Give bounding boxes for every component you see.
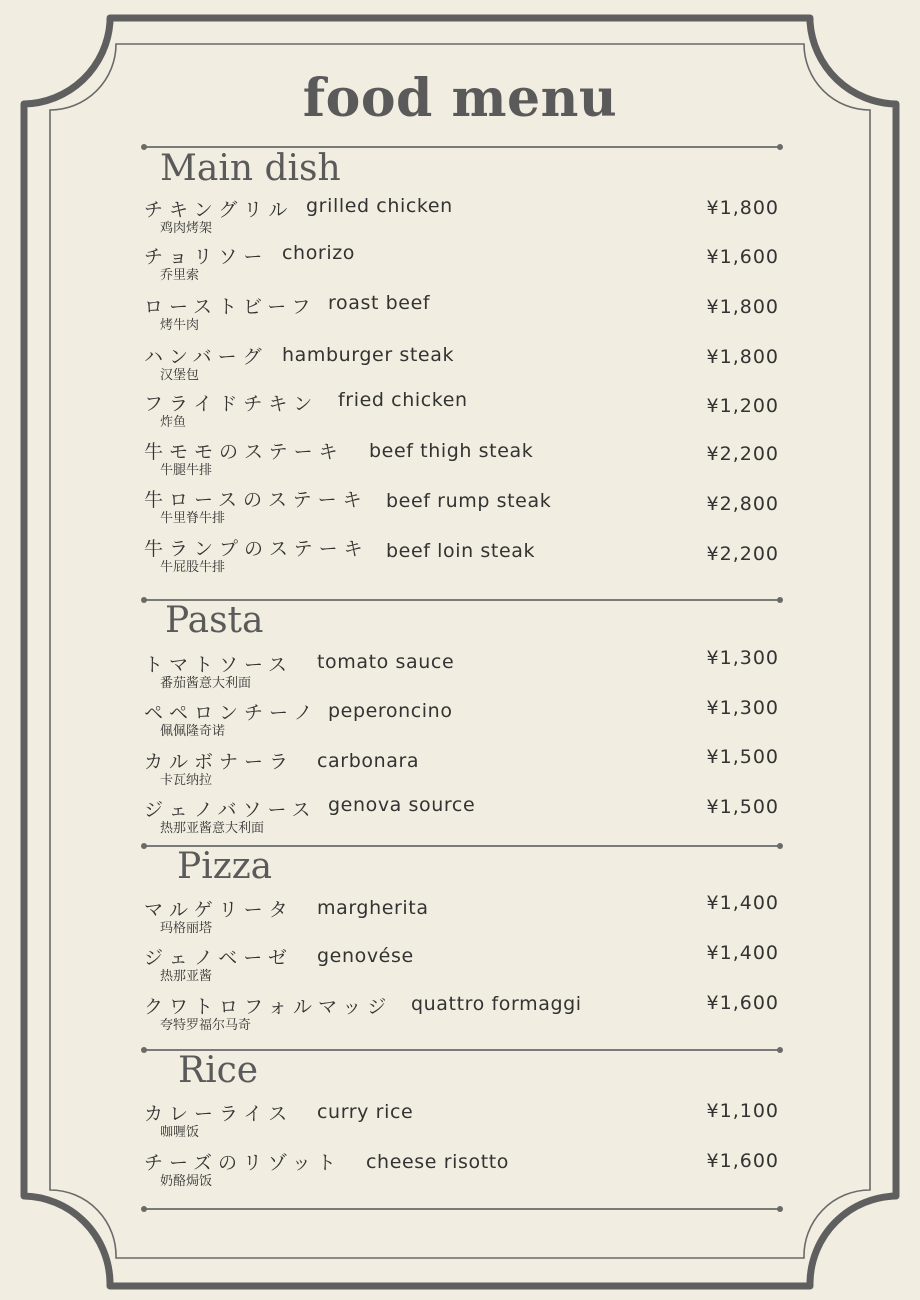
item-name-en: beef rump steak — [386, 490, 552, 512]
item-name-cn: 鸡肉烤架 — [160, 221, 213, 236]
menu-item — [0, 195, 920, 241]
item-name-en: genova source — [328, 794, 476, 816]
item-name-cn: 烤牛肉 — [160, 318, 200, 333]
item-name-en: roast beef — [328, 292, 431, 314]
item-name-jp: カレーライス — [144, 1103, 294, 1125]
item-name-jp: チョリソー — [144, 246, 269, 268]
item-name-en: hamburger steak — [282, 344, 455, 366]
item-price: ¥1,300 — [706, 647, 779, 669]
item-name-en: chorizo — [282, 242, 356, 264]
menu-item — [0, 534, 920, 580]
menu-item — [0, 242, 920, 288]
item-name-jp: カルボナーラ — [144, 751, 295, 773]
menu-item — [0, 1099, 920, 1145]
item-name-cn: 汉堡包 — [160, 368, 200, 383]
item-price: ¥1,800 — [706, 346, 779, 368]
item-name-en: beef loin steak — [386, 540, 536, 562]
menu-item — [0, 342, 920, 388]
section-title-rice: Rice — [178, 1050, 259, 1091]
item-name-cn: 奶酪焗饭 — [160, 1174, 213, 1189]
item-name-jp: ジェノベーゼ — [144, 947, 293, 969]
item-name-en: tomato sauce — [317, 651, 455, 673]
menu-item — [0, 485, 920, 531]
item-price: ¥1,600 — [706, 992, 779, 1014]
item-name-en: quattro formaggi — [411, 993, 582, 1015]
item-name-en: fried chicken — [338, 389, 468, 411]
item-name-cn: 热那亚酱意大利面 — [160, 821, 265, 836]
item-name-cn: 咖喱饭 — [160, 1125, 200, 1140]
menu-item — [0, 892, 920, 941]
item-price: ¥1,100 — [706, 1100, 779, 1122]
menu-item — [0, 795, 920, 841]
item-name-cn: 玛格丽塔 — [160, 921, 213, 936]
item-name-en: grilled chicken — [306, 195, 453, 217]
item-name-en: cheese risotto — [366, 1151, 510, 1173]
item-price: ¥1,800 — [706, 296, 779, 318]
menu-item — [0, 992, 920, 1038]
item-name-cn: 夸特罗福尔马奇 — [160, 1018, 252, 1033]
item-name-jp: チキングリル — [144, 199, 294, 221]
item-name-cn: 佩佩隆奇诺 — [160, 724, 226, 739]
item-name-jp: トマトソース — [144, 654, 294, 676]
menu-item — [0, 698, 920, 744]
item-name-jp: フライドチキン — [144, 393, 319, 415]
item-name-cn: 牛里脊牛排 — [160, 511, 226, 526]
item-name-jp: 牛ロースのステーキ — [144, 489, 368, 511]
item-name-jp: ハンバーグ — [144, 346, 268, 368]
item-price: ¥1,400 — [706, 892, 779, 914]
item-name-en: beef thigh steak — [369, 440, 534, 462]
menu-item — [0, 437, 920, 483]
menu-item — [0, 292, 920, 338]
item-name-cn: 牛屁股牛排 — [160, 560, 226, 575]
item-name-cn: 卡瓦纳拉 — [160, 773, 213, 788]
item-name-jp: マルゲリータ — [144, 899, 294, 921]
item-name-cn: 热那亚酱 — [160, 969, 213, 984]
item-name-jp: ローストビーフ — [144, 296, 317, 318]
menu-item — [0, 943, 920, 989]
menu-item — [0, 647, 920, 696]
menu-item — [0, 389, 920, 435]
item-name-cn: 炸鱼 — [160, 415, 187, 430]
item-price: ¥1,500 — [706, 796, 779, 818]
item-name-jp: クワトロフォルマッジ — [144, 996, 393, 1018]
item-price: ¥1,400 — [706, 942, 779, 964]
item-price: ¥1,200 — [706, 395, 779, 417]
item-name-cn: 番茄酱意大利面 — [160, 676, 252, 691]
item-name-en: carbonara — [317, 750, 420, 772]
menu-item — [0, 747, 920, 793]
item-price: ¥2,800 — [706, 493, 779, 515]
item-price: ¥1,500 — [706, 746, 779, 768]
item-name-en: peperoncino — [328, 700, 453, 722]
item-price: ¥1,300 — [706, 697, 779, 719]
item-name-jp: ジェノバソース — [144, 799, 317, 821]
item-name-en: margherita — [317, 897, 429, 919]
section-title-main-dish: Main dish — [160, 148, 341, 189]
menu-item — [0, 1148, 920, 1194]
item-name-jp: 牛ランプのステーキ — [144, 538, 369, 560]
item-price: ¥1,800 — [706, 197, 779, 219]
item-name-en: curry rice — [317, 1101, 414, 1123]
bottom-divider — [144, 1208, 780, 1210]
item-price: ¥2,200 — [706, 543, 779, 565]
item-price: ¥1,600 — [706, 246, 779, 268]
item-price: ¥1,600 — [706, 1150, 779, 1172]
section-title-pasta: Pasta — [165, 600, 264, 641]
item-price: ¥2,200 — [706, 443, 779, 465]
item-name-jp: 牛モモのステーキ — [144, 441, 344, 463]
item-name-en: genovése — [317, 945, 414, 967]
item-name-cn: 乔里索 — [160, 268, 200, 283]
item-name-jp: チーズのリゾット — [144, 1152, 342, 1174]
item-name-cn: 牛腿牛排 — [160, 463, 213, 478]
menu-title: food menu — [302, 68, 618, 129]
section-title-pizza: Pizza — [177, 846, 273, 887]
item-name-jp: ペペロンチーノ — [144, 702, 319, 724]
